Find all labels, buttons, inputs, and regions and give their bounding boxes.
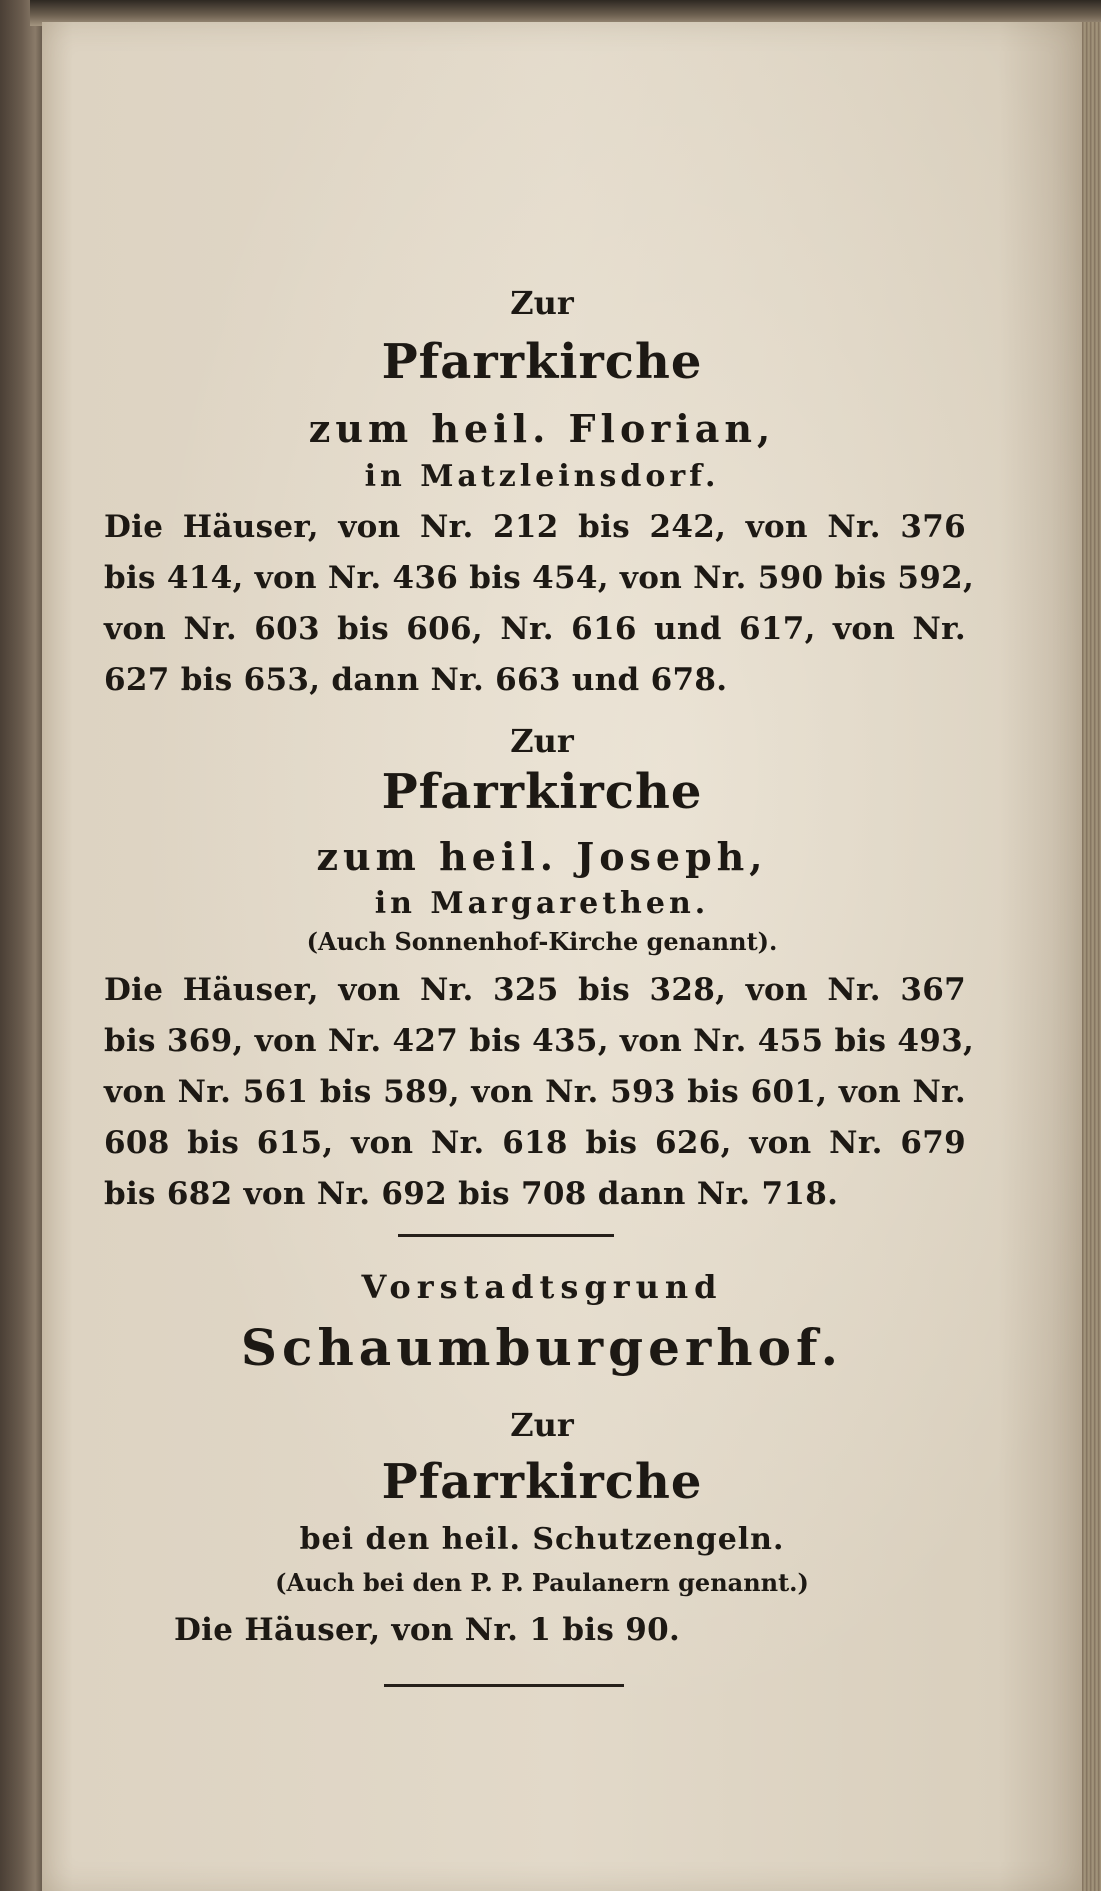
section1-location: in Matzleinsdorf. <box>364 459 720 494</box>
district-name: Schaumburgerhof. <box>240 1318 844 1377</box>
section2-patron: zum heil. Joseph, <box>316 834 768 879</box>
page-right-edge <box>1079 22 1101 1891</box>
section2-church: Pfarrkirche <box>381 764 703 820</box>
section1-line-2: bis 414, von Nr. 436 bis 454, von Nr. 590 bis 592, <box>104 560 975 596</box>
divider-rule-1 <box>398 1234 614 1237</box>
section3-patron: bei den heil. Schutzengeln. <box>299 1522 785 1557</box>
section2-note: (Auch Sonnenhof-Kirche genannt). <box>306 927 778 956</box>
divider-rule-2 <box>384 1684 624 1687</box>
section3-zur: Zur <box>510 1406 574 1444</box>
section1-line-4: 627 bis 653, dann Nr. 663 und 678. <box>104 662 728 698</box>
section2-line-4: 608 bis 615, von Nr. 618 bis 626, von Nr. 679 <box>104 1125 966 1161</box>
section2-line-2: bis 369, von Nr. 427 bis 435, von Nr. 455 bis 493, <box>104 1023 975 1059</box>
section3-line: Die Häuser, von Nr. 1 bis 90. <box>174 1612 681 1648</box>
section1-line-3: von Nr. 603 bis 606, Nr. 616 und 617, von Nr. <box>104 611 966 647</box>
section1-church: Pfarrkirche <box>381 334 703 390</box>
section2-location: in Margarethen. <box>374 886 710 921</box>
section2-line-3: von Nr. 561 bis 589, von Nr. 593 bis 601, von Nr. <box>104 1074 966 1110</box>
section3-note: (Auch bei den P. P. Paulanern genannt.) <box>275 1568 809 1597</box>
section1-zur: Zur <box>510 284 574 322</box>
section2-line-1: Die Häuser, von Nr. 325 bis 328, von Nr. 367 <box>104 972 966 1008</box>
page-content <box>42 22 1082 1891</box>
section2-zur: Zur <box>510 722 574 760</box>
section2-line-5: bis 682 von Nr. 692 bis 708 dann Nr. 718. <box>104 1176 839 1212</box>
section1-line-1: Die Häuser, von Nr. 212 bis 242, von Nr. 376 <box>104 509 966 545</box>
district-label: Vorstadtsgrund <box>361 1268 723 1306</box>
page <box>42 22 1082 1891</box>
section1-patron: zum heil. Florian, <box>308 406 776 451</box>
section3-church: Pfarrkirche <box>381 1454 703 1510</box>
